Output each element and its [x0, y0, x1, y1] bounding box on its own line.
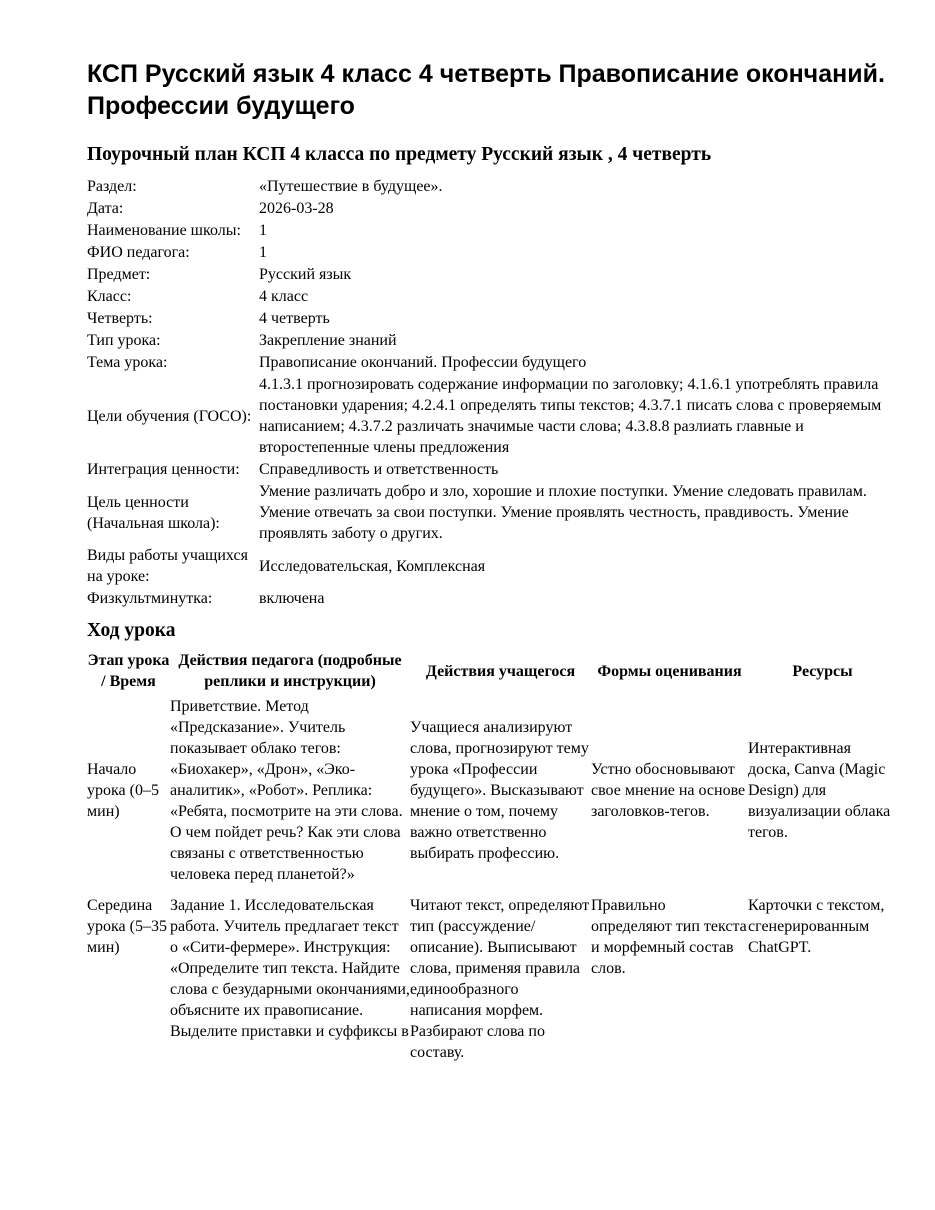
- info-row: [87, 481, 897, 545]
- info-key: Цель ценности (Начальная школа):: [87, 493, 220, 532]
- info-row: [87, 545, 897, 588]
- table-header-row: [87, 650, 897, 696]
- info-key: Тема урока:: [87, 354, 168, 371]
- info-value: Русский язык: [259, 266, 352, 283]
- info-row: [87, 286, 897, 308]
- info-value: включена: [259, 590, 325, 607]
- column-header-teacher: Действия педагога (подробные реплики и инструкции): [178, 652, 402, 690]
- info-key: ФИО педагога:: [87, 244, 190, 261]
- info-row: [87, 330, 897, 352]
- info-row: [87, 374, 897, 459]
- info-row: [87, 459, 897, 481]
- info-value: 1: [259, 244, 267, 261]
- info-row: [87, 588, 897, 610]
- table-row: [87, 895, 897, 1073]
- info-key: Виды работы учащихся на уроке:: [87, 547, 248, 585]
- lesson-progress-table: [87, 650, 897, 1073]
- document-title: КСП Русский язык 4 класс 4 четверть Правописание окончаний. Профессии будущего: [87, 60, 885, 120]
- info-row: [87, 176, 897, 198]
- info-key: Физкультминутка:: [87, 590, 213, 607]
- info-row: [87, 308, 897, 330]
- table-row: [87, 696, 897, 895]
- info-key: Класс:: [87, 288, 132, 305]
- info-value: 4 четверть: [259, 310, 330, 327]
- info-key: Дата:: [87, 200, 124, 217]
- plan-heading: Поурочный план КСП 4 класса по предмету Русский язык , 4 четверть: [87, 144, 712, 165]
- column-header-resources: Ресурсы: [792, 662, 853, 680]
- info-value: 4.1.3.1 прогнозировать содержание информации по заголовку; 4.1.6.1 употреблять правила постановки ударения; 4.2.4.1 определять типы текстов; 4.3.7.1 писать слова с проверяемым написанием; 4.3.7.2 различать значимые части слова; 4.3.8.8 разлиать главные и второстепенные члены предложения: [259, 376, 882, 456]
- info-value: Правописание окончаний. Профессии будущего: [259, 354, 587, 371]
- info-row: [87, 198, 897, 220]
- teacher-actions-cell: Приветствие. Метод «Предсказание». Учитель показывает облако тегов: «Биохакер», «Дрон», «Эко-аналитик», «Робот». Реплика: «Ребята, посмотрите на эти слова. О чем пойдет речь? Как эти слова связаны с ответственностью человека перед планетой?»: [170, 698, 403, 883]
- info-value: Закрепление знаний: [259, 332, 397, 349]
- stage-cell: Начало урока (0–5 мин): [87, 761, 159, 820]
- lesson-progress-heading: Ход урока: [87, 620, 176, 641]
- column-header-student: Действия учащегося: [425, 662, 576, 680]
- assessment-cell: Правильно определяют тип текста и морфемный состав слов.: [591, 897, 747, 977]
- info-row: [87, 352, 897, 374]
- student-actions-cell: Учащиеся анализируют слова, прогнозируют тему урока «Профессии будущего». Высказывают мнение о том, почему важно ответственно выбирать профессию.: [410, 719, 589, 862]
- student-actions-cell: Читают текст, определяют тип (рассуждение/описание). Выписывают слова, применяя правила единообразного написания морфем. Разбирают слова по составу.: [410, 897, 590, 1061]
- stage-cell: Середина урока (5–35 мин): [87, 897, 167, 956]
- info-row: [87, 242, 897, 264]
- document-page: [87, 58, 897, 1073]
- info-row: [87, 220, 897, 242]
- info-value: Исследовательская, Комплексная: [259, 557, 486, 575]
- info-key: Тип урока:: [87, 332, 161, 349]
- info-row: [87, 264, 897, 286]
- info-key: Цели обучения (ГОСО):: [87, 407, 252, 425]
- info-value: 4 класс: [259, 288, 309, 305]
- info-value: 2026-03-28: [259, 200, 334, 217]
- info-key: Четверть:: [87, 310, 153, 327]
- assessment-cell: Устно обосновывают свое мнение на основе заголовков-тегов.: [591, 761, 746, 820]
- resources-cell: Карточки с текстом, сгенерированным ChatGPT.: [748, 897, 885, 956]
- info-value: 1: [259, 222, 267, 239]
- info-value: Справедливость и ответственность: [259, 461, 499, 478]
- info-key: Раздел:: [87, 178, 137, 195]
- teacher-actions-cell: Задание 1. Исследовательская работа. Учитель предлагает текст о «Сити-фермере». Инструкция: «Определите тип текста. Найдите слова с безударными окончаниями, объясните их правописание. Выделите приставки и суффиксы в: [170, 897, 410, 1040]
- info-value: «Путешествие в будущее».: [259, 178, 443, 195]
- resources-cell: Интерактивная доска, Canva (Magic Design) для визуализации облака тегов.: [748, 740, 891, 841]
- lesson-info-table: [87, 176, 897, 610]
- info-value: Умение различать добро и зло, хорошие и плохие поступки. Умение следовать правилам. Умение отвечать за свои поступки. Умение проявлять честность, правдивость. Умение проявлять заботу о других.: [259, 483, 867, 542]
- info-key: Предмет:: [87, 266, 151, 283]
- info-key: Наименование школы:: [87, 222, 241, 239]
- info-key: Интеграция ценности:: [87, 461, 240, 478]
- column-header-assessment: Формы оценивания: [597, 662, 742, 680]
- column-header-stage: Этап урока / Время: [87, 652, 170, 690]
